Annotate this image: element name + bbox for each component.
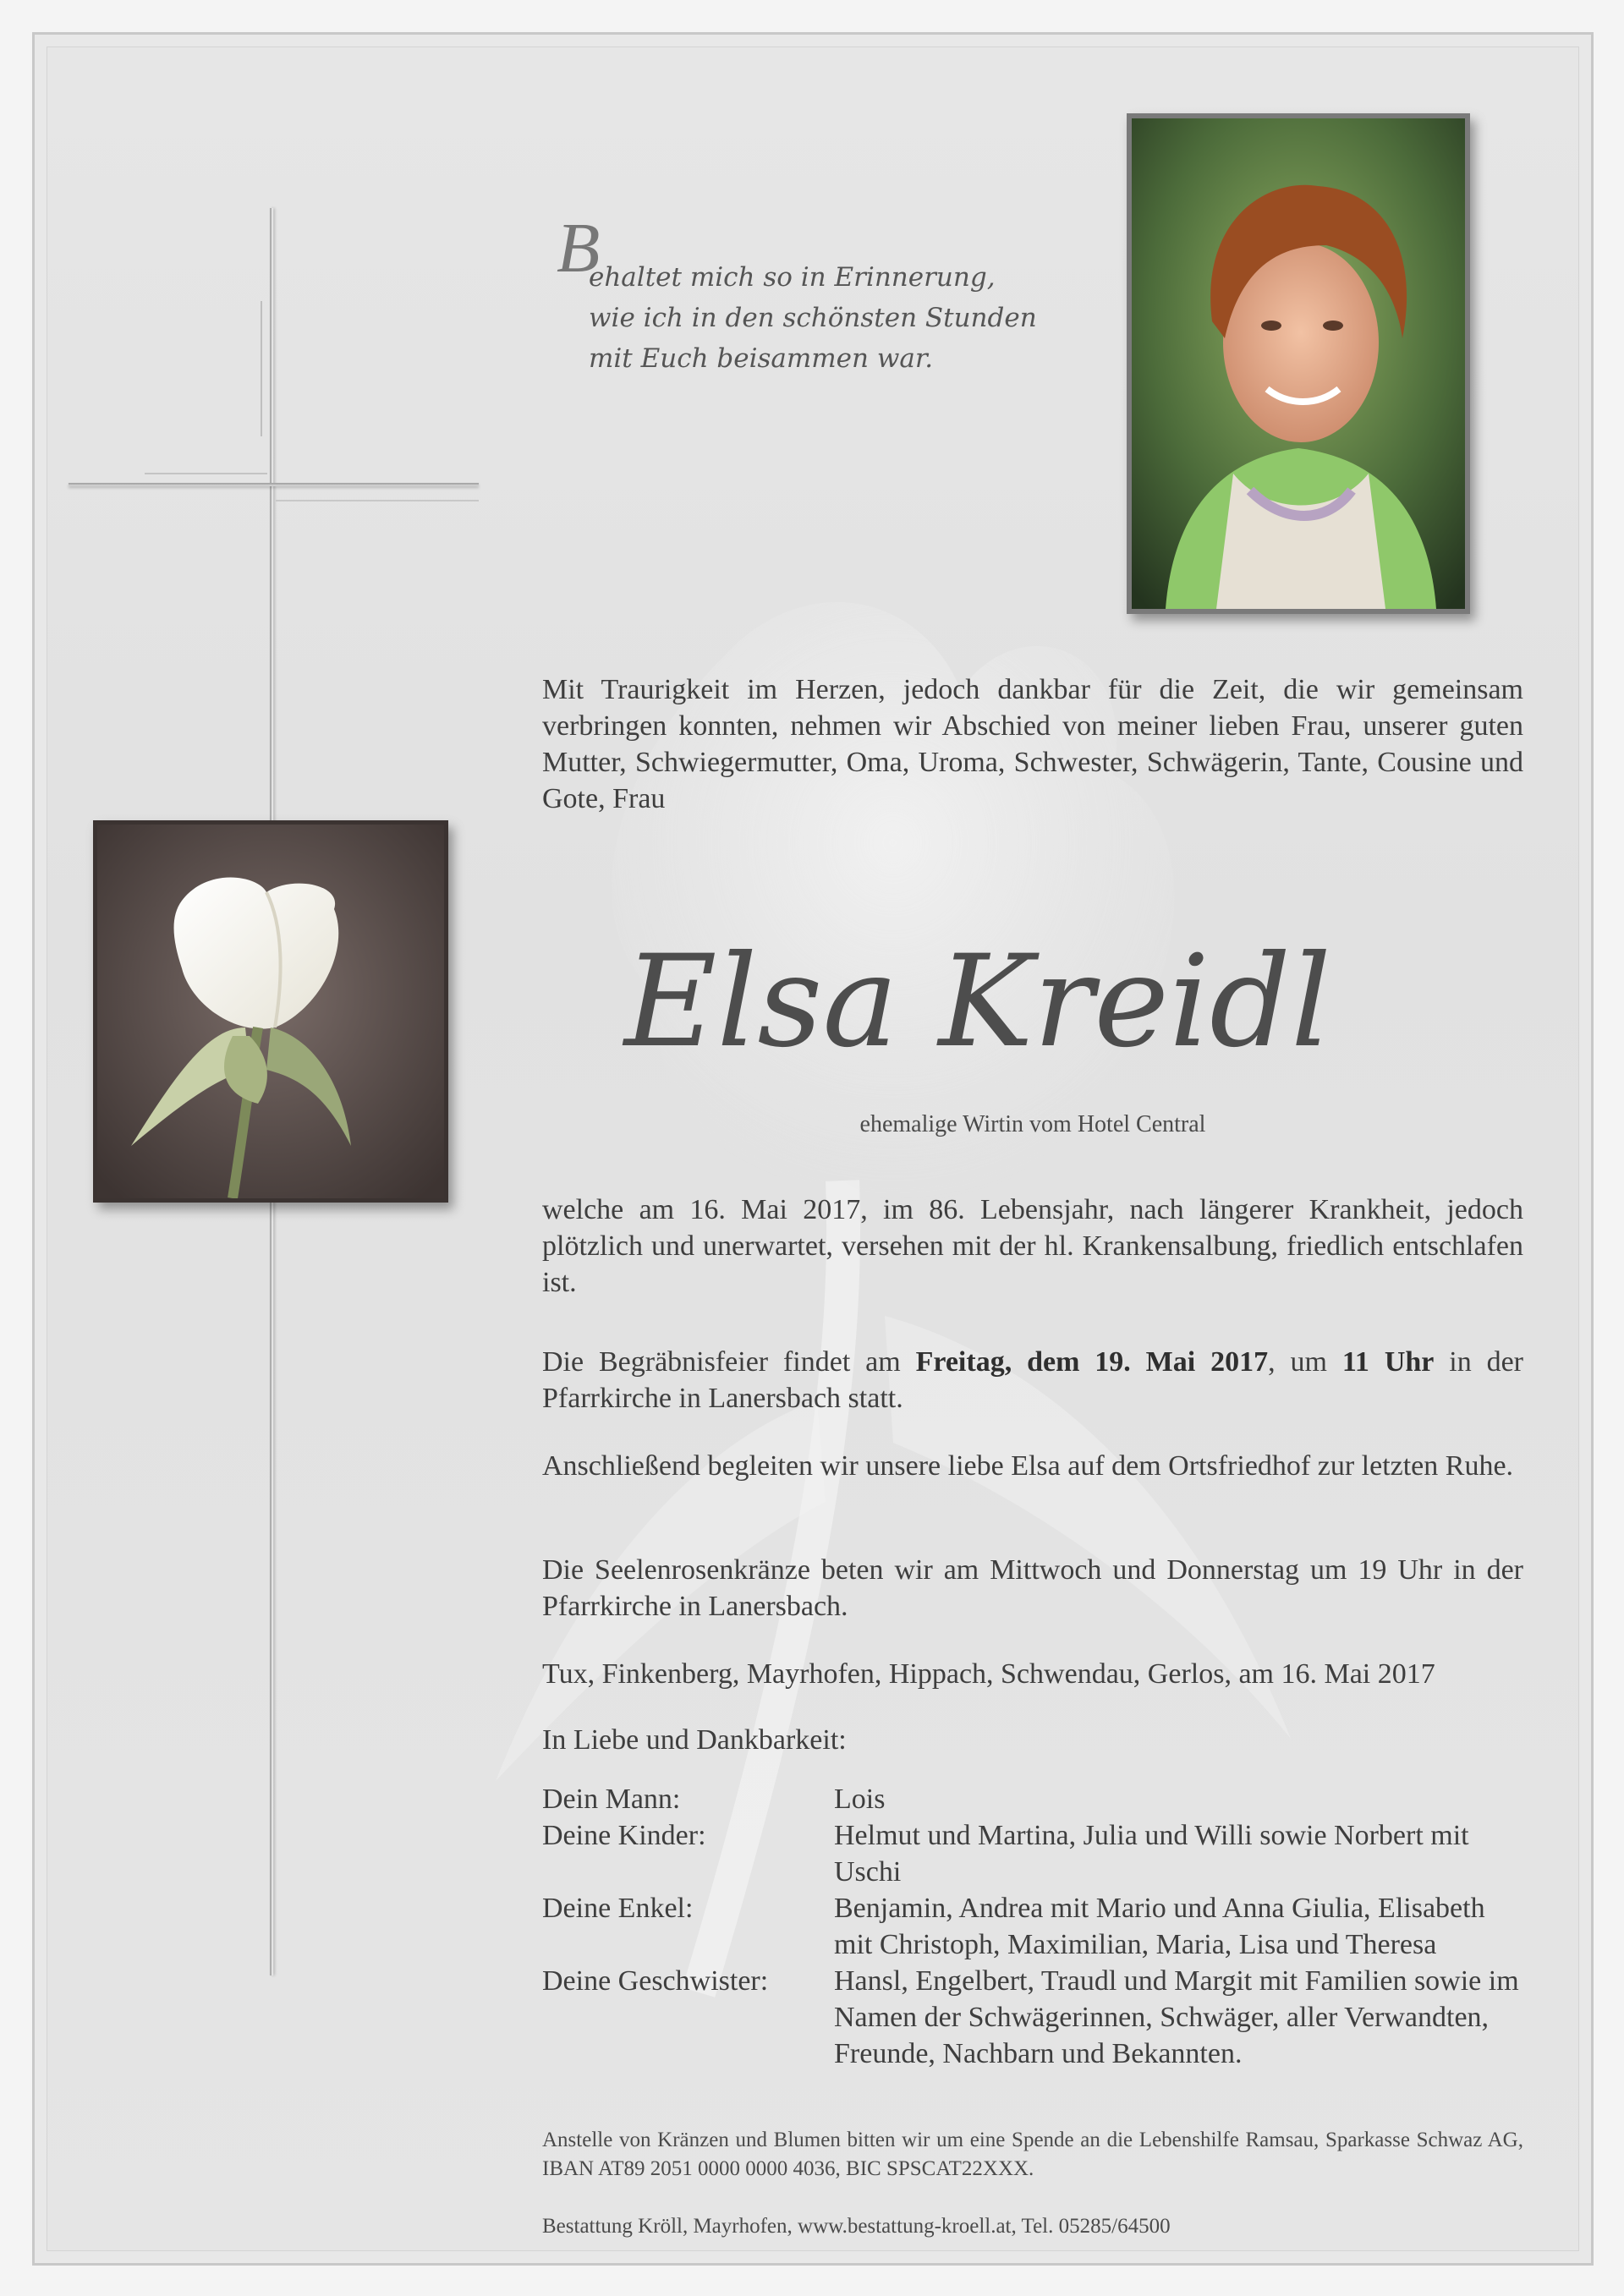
mourner-names: Hansl, Engelbert, Traudl und Margit mit Familien sowie im Namen der Schwägerinnen, Schwäger, aller Verwandten, Freunde, Nachbarn und Bekannten. [834, 1965, 1519, 2069]
cross-accent-line [276, 500, 479, 501]
rose-illustration [97, 825, 444, 1198]
cross-horizontal-beam [69, 483, 479, 486]
quote-line: wie ich in den schönsten Stunden [589, 303, 1037, 333]
passing-paragraph: welche am 16. Mai 2017, im 86. Lebensjahr, nach längerer Krankheit, jedoch plötzlich und unerwartet, versehen mit der hl. Krankensalbung, friedlich entschlafen ist. [542, 1194, 1523, 1298]
portrait-image [1132, 118, 1465, 609]
mourner-row [542, 1781, 1523, 1817]
mourner-row [542, 1817, 1523, 1890]
mourner-names: Benjamin, Andrea mit Mario und Anna Giulia, Elisabeth mit Christoph, Maximilian, Maria, Lisa und Theresa [834, 1893, 1485, 1960]
quote-line: mit Euch beisammen war. [589, 343, 934, 374]
mourner-role: Deine Kinder: [542, 1820, 706, 1851]
portrait-photo [1127, 113, 1470, 614]
mourner-row [542, 1963, 1523, 2072]
cross-accent-line [261, 301, 262, 436]
funeral-date: Freitag, dem 19. Mai 2017 [915, 1346, 1269, 1378]
quote-initial: B [557, 209, 601, 288]
mourner-row [542, 1890, 1523, 1963]
deceased-name [589, 910, 1367, 1104]
funeral-time: 11 Uhr [1341, 1346, 1435, 1378]
rosary-paragraph: Die Seelenrosenkränze beten wir am Mittwoch und Donnerstag um 19 Uhr in der Pfarrkirche in Lanersbach. [542, 1554, 1523, 1622]
mourner-role: Deine Geschwister: [542, 1965, 769, 1997]
deceased-name-text: Elsa Kreidl [623, 929, 1332, 1076]
places-date: Tux, Finkenberg, Mayrhofen, Hippach, Schwendau, Gerlos, am 16. Mai 2017 [542, 1658, 1435, 1690]
deceased-title: ehemalige Wirtin vom Hotel Central [859, 1111, 1206, 1137]
funeral-paragraph [542, 1344, 1523, 1417]
page-frame [32, 32, 1594, 2266]
closing-line: In Liebe und Dankbarkeit: [542, 1724, 847, 1756]
memorial-quote [557, 209, 1062, 379]
mourner-role: Deine Enkel: [542, 1893, 694, 1924]
donation-note: Anstelle von Kränzen und Blumen bitten wir um eine Spende an die Lebenshilfe Ramsau, Sparkasse Schwaz AG, IBAN AT89 2051 0000 0000 4036, BIC SPSCAT22XXX. [542, 2129, 1523, 2180]
mourner-names: Lois [834, 1784, 886, 1815]
burial-paragraph: Anschließend begleiten wir unsere liebe Elsa auf dem Ortsfriedhof zur letzten Ruhe. [542, 1450, 1514, 1482]
intro-paragraph: Mit Traurigkeit im Herzen, jedoch dankbar für die Zeit, die wir gemeinsam verbringen konnten, nehmen wir Abschied von meiner lieben Frau, unserer guten Mutter, Schwiegermutter, Oma, Uroma, Schwester, Schwägerin, Tante, Cousine und Gote, Frau [542, 674, 1523, 814]
funeral-text: Die Begräbnisfeier findet am [542, 1346, 916, 1378]
page-inner [47, 47, 1579, 2251]
mourners-list [542, 1781, 1523, 2072]
mourner-names: Helmut und Martina, Julia und Willi sowie Norbert mit Uschi [834, 1820, 1469, 1888]
deceased-name-script [589, 910, 1367, 1104]
undertaker-info: Bestattung Kröll, Mayrhofen, www.bestattung-kroell.at, Tel. 05285/64500 [542, 2215, 1171, 2238]
white-rose-image [93, 820, 448, 1203]
funeral-text: in der Pfarrkirche in Lanersbach statt. [542, 1346, 1523, 1414]
mourner-role: Dein Mann: [542, 1784, 681, 1815]
funeral-text: , um [1268, 1346, 1342, 1378]
quote-line: ehaltet mich so in Erinnerung, [589, 262, 996, 293]
cross-accent-line [145, 473, 267, 474]
